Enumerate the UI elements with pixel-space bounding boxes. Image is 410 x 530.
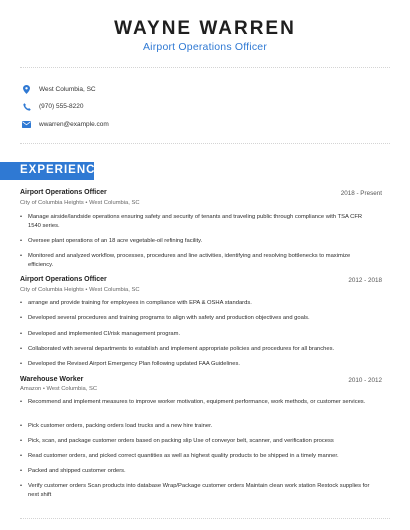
job-location: West Columbia, SC (89, 200, 140, 206)
list-item: • Pick customer orders, packing orders load trucks and a new hire trainer. (20, 423, 213, 429)
job-company: City of Columbia Heights (20, 200, 84, 206)
contact-location-text: West Columbia, SC (39, 86, 96, 93)
list-item: • Pick, scan, and package customer orders based on packing slip Use of conveyor belt, scanner, and verification process (20, 438, 334, 444)
list-item: • Developed several procedures and training programs to align with safety and production objectives and goals. (20, 315, 310, 321)
list-item: • Recommend and implement measures to improve worker motivation, equipment performance, work methods, or customer services. (20, 399, 366, 405)
job-title: Airport Operations Officer (20, 189, 107, 196)
list-item: • Packed and shipped customer orders. (20, 468, 126, 474)
job-dates: 2018 - Present (340, 190, 382, 197)
contact-email (22, 120, 109, 129)
contact-phone-text: (970) 555-8220 (39, 103, 84, 110)
list-item: • Collaborated with several departments to establish and implement appropriate policies and procedures for all branches. (20, 346, 335, 352)
job-dates: 2012 - 2018 (348, 277, 382, 284)
job-company-location: City of Columbia Heights • West Columbia, SC (20, 287, 140, 293)
email-icon (22, 120, 31, 129)
header-divider (20, 67, 390, 68)
location-pin-icon (22, 85, 31, 94)
list-item: • Manage airside/landside operations ensuring safety and security of tenants and traveling public through compliance with TSA CFR 1540 series. (20, 214, 363, 229)
job-location: West Columbia, SC (46, 386, 98, 392)
list-item: • Oversee plant operations of an 18 acre vegetable-oil refining facility. (20, 238, 203, 244)
candidate-name: WAYNE WARREN (114, 18, 296, 39)
candidate-title: Airport Operations Officer (142, 41, 268, 53)
job-dates: 2010 - 2012 (348, 377, 382, 384)
job-company-location: City of Columbia Heights • West Columbia, SC (20, 200, 140, 206)
experience-heading: EXPERIENCE (20, 164, 105, 176)
job-company: Amazon (20, 386, 42, 392)
list-item: • Read customer orders, and picked correct quantities as well as highest quality products to be shipped in a timely manner. (20, 453, 339, 459)
list-item: • Verify customer orders Scan products into database Wrap/Package customer orders Maintain clean work station Restock supplies for next shift (20, 483, 370, 498)
contact-location (22, 85, 96, 94)
job-location: West Columbia, SC (89, 287, 140, 293)
list-item: • Developed and implemented CI/risk management program. (20, 331, 181, 337)
job-company-location: Amazon • West Columbia, SC (20, 386, 98, 392)
list-item: • Monitored and analyzed workflow, processes, procedures and line activities, identifying and resolving bottlenecks to maximize efficiency. (20, 253, 351, 268)
phone-icon (22, 102, 31, 111)
footer-divider (20, 518, 390, 519)
contact-email-text: wwarren@example.com (39, 121, 109, 128)
contact-divider (20, 143, 390, 144)
contact-phone (22, 102, 83, 111)
list-item: • Developed the Revised Airport Emergency Plan following updated FAA Guidelines. (20, 361, 241, 367)
job-company: City of Columbia Heights (20, 287, 84, 293)
list-item: • arrange and provide training for employees in compliance with EPA & OSHA standards. (20, 300, 252, 306)
job-title: Airport Operations Officer (20, 276, 107, 283)
job-title: Warehouse Worker (20, 376, 84, 383)
